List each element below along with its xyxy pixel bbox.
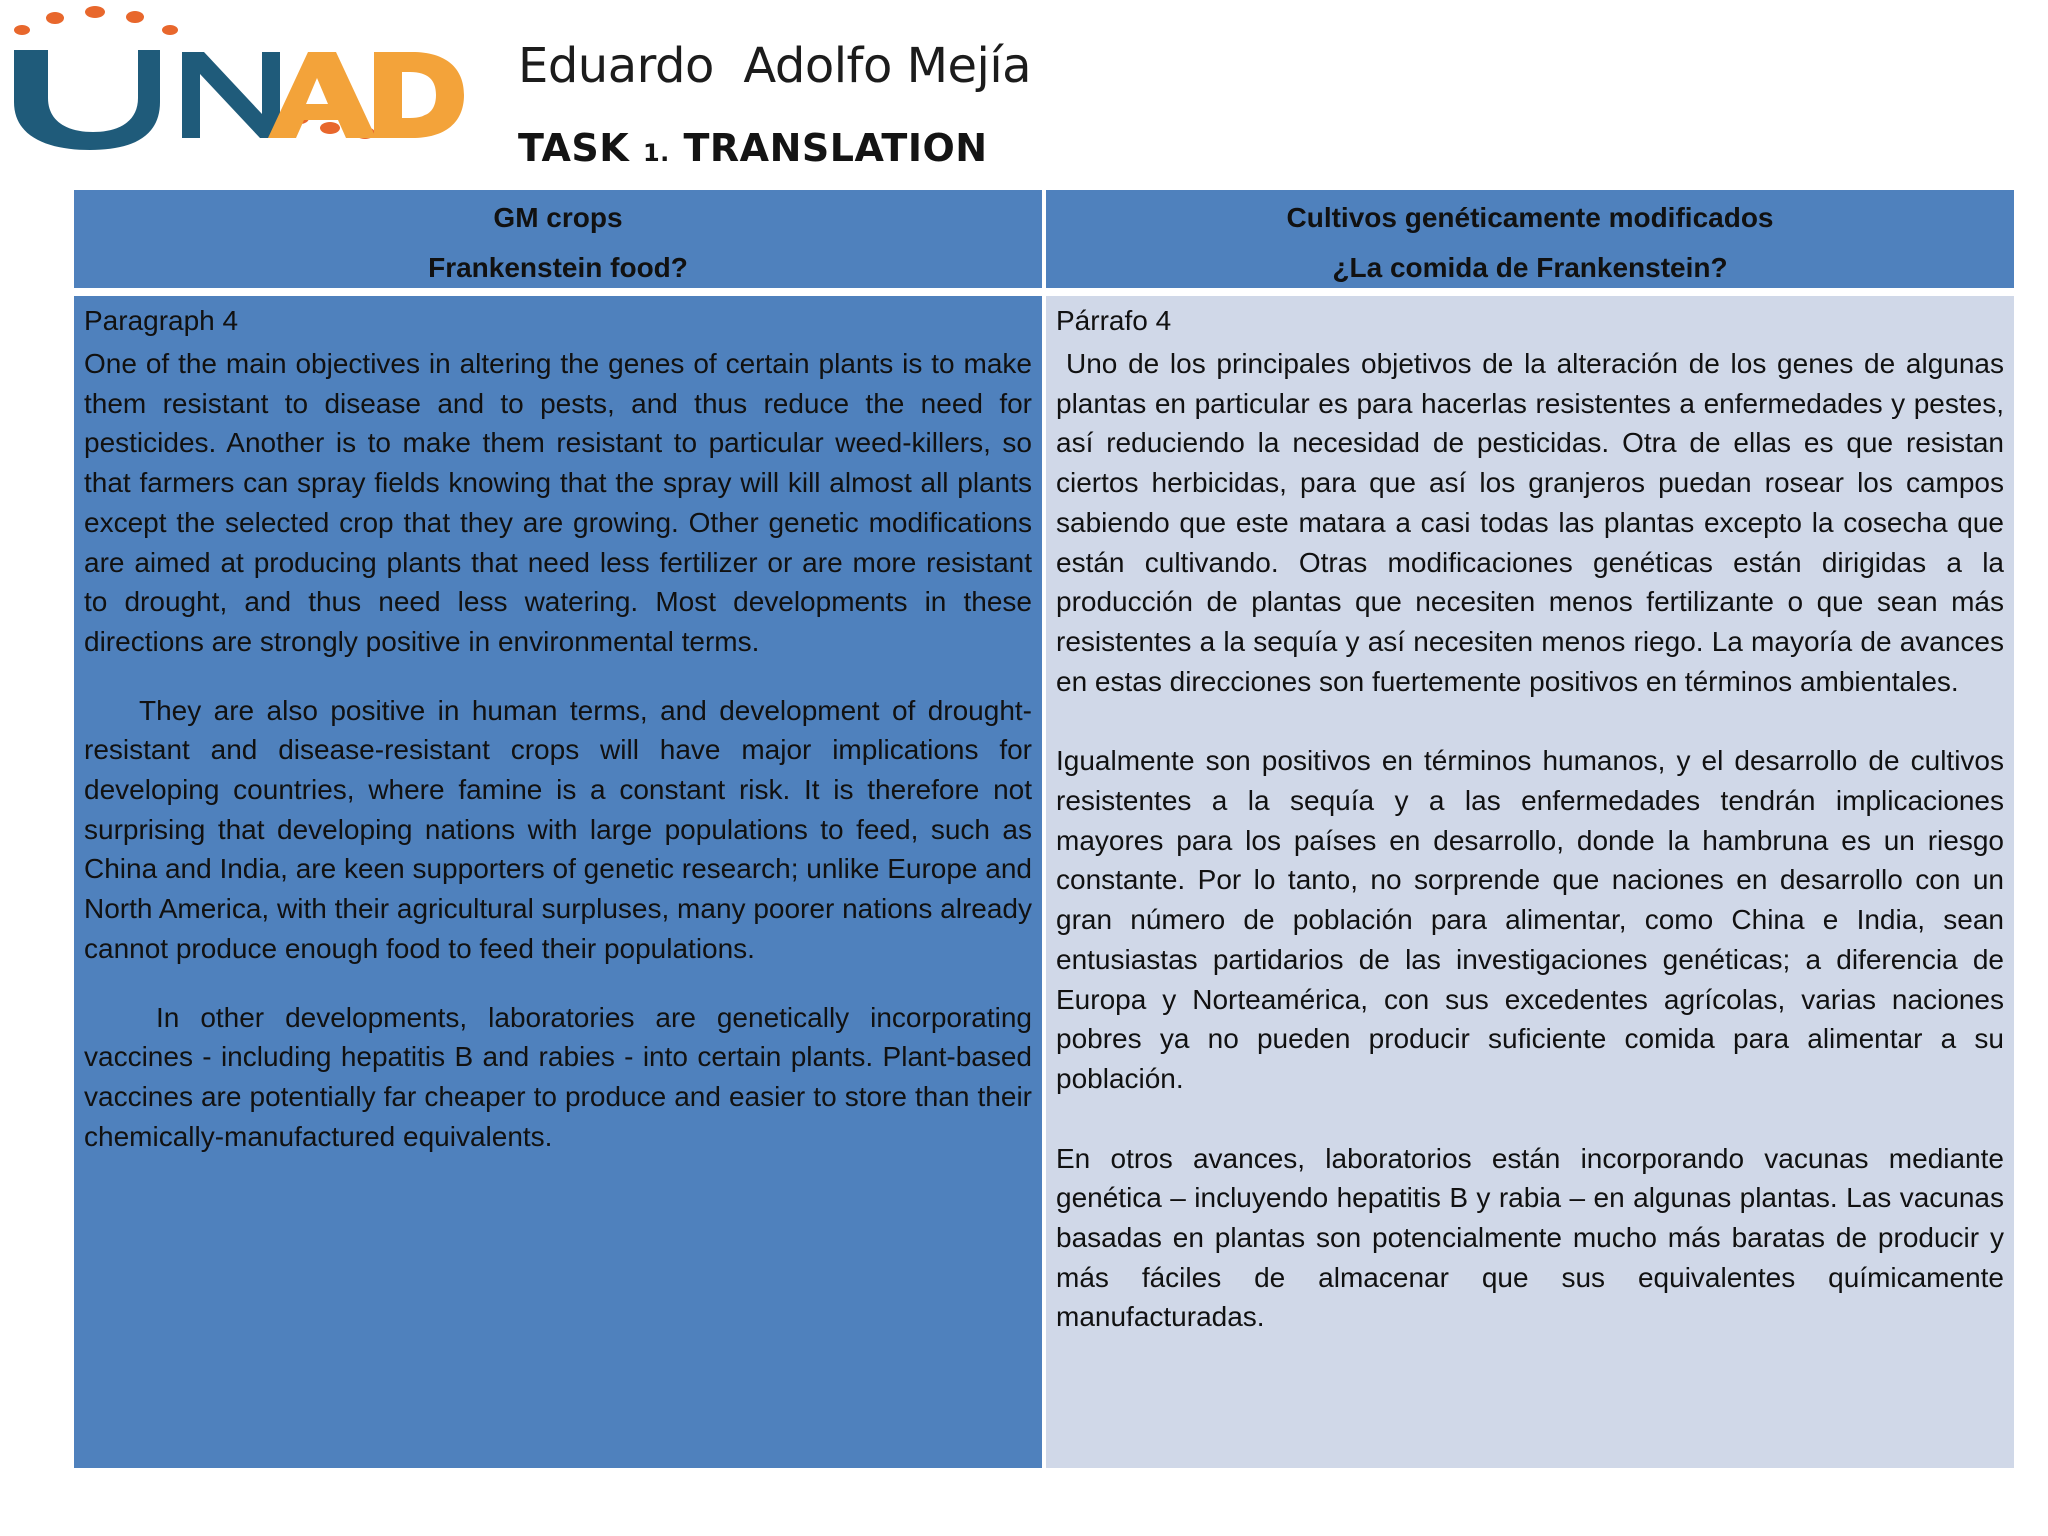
- author-name: Eduardo Adolfo Mejía: [518, 38, 1032, 94]
- english-paragraph-3: In other developments, laboratories are genetically incorporating vaccines - including hepatitis B and rabies - into certain plants. Plant-based vaccines are potentially far cheaper to produce and easier to store than their chemically-manufactured equivalents.: [84, 1001, 1032, 1152]
- logo-letter-n: [182, 52, 280, 138]
- english-paragraph-1: One of the main objectives in altering the genes of certain plants is to make them resistant to disease and to pests, and thus reduce the need for pesticides. Another is to make them resistant to particular weed-killers, so that farmers can spray fields knowing that the spray will kill almost all plants except the selected crop that they are growing. Other genetic modifications are aimed at producing plants that need less fertilizer or are more resistant to drought, and thus need less watering. Most developments in these directions are strongly positive in environmental terms.: [84, 348, 1032, 657]
- task-name: TRANSLATION: [683, 126, 988, 170]
- logo-letter-u: [14, 50, 160, 150]
- spanish-paragraph-3: En otros avances, laboratorios están incorporando vacunas mediante genética – incluyendo hepatitis B y rabia – en algunas plantas. Las vacunas basadas en plantas son potencialmente mucho más baratas de producir y más fáciles de almacenar que sus equivalentes químicamente manufacturadas.: [1056, 1142, 2004, 1333]
- english-subtitle: Frankenstein food?: [428, 252, 688, 283]
- task-word: TASK: [518, 126, 630, 170]
- header-cell-spanish: [1046, 190, 2014, 288]
- english-paragraph-2: They are also positive in human terms, and development of drought-resistant and disease-resistant crops will have major implications for developing countries, where famine is a constant risk. It is therefore not surprising that developing nations with large populations to feed, such as China and India, are keen supporters of genetic research; unlike Europe and North America, with their agricultural surpluses, many poorer nations already cannot produce enough food to feed their populations.: [84, 694, 1032, 964]
- body-cell-spanish: [1046, 296, 2014, 1468]
- header-cell-english: [74, 190, 1042, 288]
- spanish-paragraph-1: Uno de los principales objetivos de la alteración de los genes de algunas plantas en particular es para hacerlas resistentes a enfermedades y pestes, así reduciendo la necesidad de pesticidas. Otra de ellas es que resistan ciertos herbicidas, para que así los granjeros puedan rosear los campos sabiendo que este matara a casi todas las plantas excepto la cosecha que están cultivando. Otras modificaciones genéticas están dirigidas a la producción de plantas que necesiten menos fertilizante o que sean más resistentes a la sequía y así necesiten menos riego. La mayoría de avances en estas direcciones son fuertemente positivos en términos ambientales.: [1056, 348, 2004, 697]
- paragraph-label-spanish: Párrafo 4: [1056, 305, 1172, 336]
- english-title: GM crops: [493, 202, 623, 233]
- task-number: 1.: [642, 139, 670, 167]
- spanish-paragraph-2: Igualmente son positivos en términos humanos, y el desarrollo de cultivos resistentes a la sequía y a las enfermedades tendrán implicaciones mayores para los países en desarrollo, donde la hambruna es un riesgo constante. Por lo tanto, no sorprende que naciones en desarrollo con un gran número de población para alimentar, como China e India, sean entusiastas partidarios de las investigaciones genéticas; a diferencia de Europa y Norteamérica, con sus excedentes agrícolas, varias naciones pobres ya no pueden producir suficiente comida para alimentar a su población.: [1056, 745, 2004, 1094]
- paragraph-label-english: Paragraph 4: [84, 305, 239, 336]
- spanish-title: Cultivos genéticamente modificados: [1286, 202, 1774, 233]
- unad-logo: [0, 0, 470, 165]
- logo-dots-top: [14, 6, 178, 35]
- logo-letter-d: [374, 52, 464, 138]
- body-cell-english: [74, 296, 1042, 1468]
- spanish-subtitle: ¿La comida de Frankenstein?: [1332, 252, 1728, 283]
- task-title: [518, 126, 988, 170]
